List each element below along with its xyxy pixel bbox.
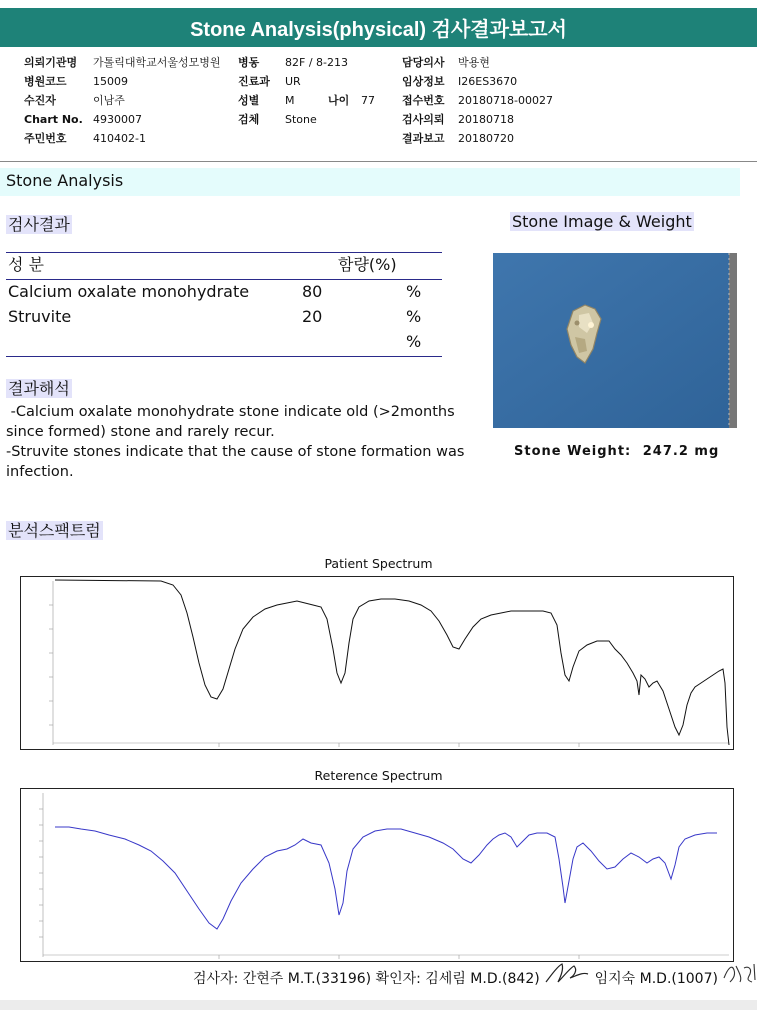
table-bottom-rule <box>6 356 442 357</box>
stone-weight-value: 247.2 mg <box>642 444 720 459</box>
report-title-bar <box>0 8 757 47</box>
spectrum-heading-text: 분석스팩트럼 <box>8 521 101 540</box>
info-row <box>238 110 348 129</box>
info-value: 가톨릭대학교서울성모병원 <box>93 56 221 69</box>
info-value: 20180718-00027 <box>458 94 553 107</box>
info-row <box>24 72 221 91</box>
component-unit: % <box>406 332 422 351</box>
patient-spectrum-plot <box>20 576 734 750</box>
footer-confirmer-text: 임지숙 M.D.(1007) <box>594 971 718 987</box>
info-label: 나이 <box>328 94 350 107</box>
info-row <box>24 110 221 129</box>
info-label: 접수번호 <box>402 94 445 107</box>
info-divider <box>0 161 757 162</box>
info-label: Chart No. <box>24 113 83 126</box>
patient-axis-ticks <box>49 581 729 747</box>
info-row <box>402 129 553 148</box>
info-value: Stone <box>285 113 317 126</box>
component-value: 20 <box>302 307 323 326</box>
footer-examiner-text: 검사자: 간현주 M.T.(33196) 확인자: 김세림 M.D.(842) <box>193 971 540 987</box>
info-label: 주민번호 <box>24 132 67 145</box>
signature-1-text: 김세림 <box>544 960 548 961</box>
interpretation-heading <box>6 376 72 399</box>
table-header-rule <box>6 279 442 280</box>
info-value: 410402-1 <box>93 132 146 145</box>
component-unit: % <box>406 282 422 301</box>
footer <box>193 960 757 990</box>
info-value: 박용현 <box>458 56 490 69</box>
info-value: 77 <box>361 94 375 107</box>
reference-axis-ticks <box>39 793 729 959</box>
patient-info-col3 <box>402 53 553 148</box>
patient-spectrum-title: Patient Spectrum <box>324 556 433 571</box>
info-label: 진료과 <box>238 75 270 88</box>
image-panel-heading <box>510 212 694 231</box>
info-label: 담당의사 <box>402 56 445 69</box>
info-value: 이남주 <box>93 94 125 107</box>
spectrum-heading <box>6 518 103 541</box>
component-name: Calcium oxalate monohydrate <box>8 282 250 301</box>
stone-weight <box>514 444 719 459</box>
info-value: M <box>285 94 295 107</box>
bottom-strip <box>0 1000 757 1010</box>
info-label: 병원코드 <box>24 75 67 88</box>
stone-photo-graphic <box>493 253 737 428</box>
info-value: 82F / 8-213 <box>285 56 348 69</box>
interpretation-line: -Struvite stones indicate that the cause of stone formation was infection. <box>6 444 465 480</box>
signature-1 <box>544 960 590 990</box>
patient-spectrum-line <box>55 580 729 745</box>
info-value: 20180718 <box>458 113 514 126</box>
signature-2-graphic <box>722 960 757 986</box>
reference-spectrum-title: Reterence Spectrum <box>314 768 443 783</box>
patient-info-col1 <box>24 53 221 148</box>
reference-spectrum-line <box>55 827 717 929</box>
table-top-rule <box>6 252 442 253</box>
info-row <box>24 53 221 72</box>
section-title: Stone Analysis <box>6 171 124 190</box>
info-value: I26ES3670 <box>458 75 518 88</box>
info-label: 의뢰기관명 <box>24 56 78 69</box>
info-row <box>238 72 348 91</box>
signature-2 <box>722 960 757 990</box>
info-row <box>402 110 553 129</box>
info-row <box>402 72 553 91</box>
signature-1-graphic <box>544 960 590 986</box>
stone-photo <box>493 253 737 428</box>
component-value: 80 <box>302 282 323 301</box>
info-row <box>402 91 553 110</box>
section-band <box>0 168 740 196</box>
info-label: 결과보고 <box>402 132 445 145</box>
interpretation-text <box>6 402 482 482</box>
patient-spectrum-graphic <box>21 577 733 749</box>
info-row <box>24 129 221 148</box>
column-header-component: 성 분 <box>8 255 44 274</box>
info-label: 성별 <box>238 94 260 107</box>
info-value: 15009 <box>93 75 128 88</box>
results-heading <box>6 212 72 235</box>
info-value: 20180720 <box>458 132 514 145</box>
info-label: 검사의뢰 <box>402 113 445 126</box>
reference-spectrum-graphic <box>21 789 733 961</box>
component-unit: % <box>406 307 422 326</box>
reference-spectrum-plot <box>20 788 734 962</box>
patient-age <box>328 91 375 110</box>
interpretation-heading-text: 결과해석 <box>8 379 70 398</box>
signature-2-text: 임지숙 <box>722 960 726 961</box>
info-row <box>402 53 553 72</box>
interpretation-line: -Calcium oxalate monohydrate stone indicate old (>2months since formed) stone and rarely recur. <box>6 404 460 440</box>
info-label: 수진자 <box>24 94 56 107</box>
stone-weight-label: Stone Weight: <box>514 444 632 459</box>
column-header-content: 함량(%) <box>338 255 397 274</box>
info-value: UR <box>285 75 301 88</box>
results-heading-text: 검사결과 <box>8 215 70 234</box>
info-label: 병동 <box>238 56 260 69</box>
info-row <box>238 53 348 72</box>
report-title: Stone Analysis(physical) 검사결과보고서 <box>190 19 567 41</box>
info-label: 임상정보 <box>402 75 445 88</box>
info-value: 4930007 <box>93 113 142 126</box>
component-name: Struvite <box>8 307 72 326</box>
info-row <box>24 91 221 110</box>
image-panel-heading-text: Stone Image & Weight <box>512 212 692 231</box>
info-label: 검체 <box>238 113 260 126</box>
